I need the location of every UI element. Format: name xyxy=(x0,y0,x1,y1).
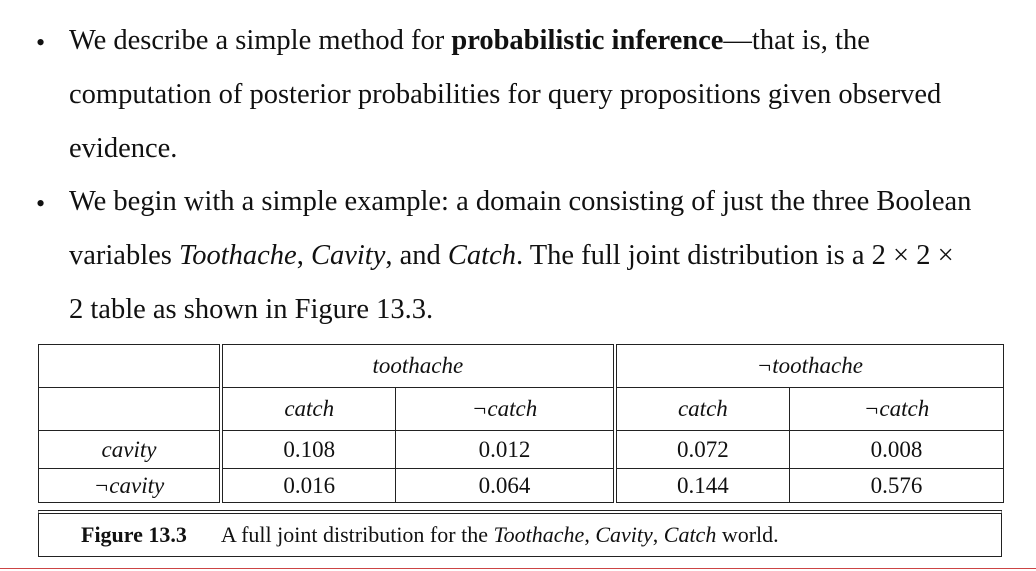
sub-header-cell: catch xyxy=(615,388,790,431)
table-cell: 0.576 xyxy=(790,469,1004,503)
table-cell: 0.144 xyxy=(615,469,790,503)
sub-header-cell: ¬catch xyxy=(396,388,615,431)
bullet-paragraph-1 xyxy=(69,14,1029,176)
bullet-1-line-2: computation of posterior probabilities for query propositions given observed xyxy=(69,79,942,110)
bullet-2-line-3: 2 table as shown in Figure 13.3. xyxy=(69,294,434,325)
bold-term: probabilistic inference xyxy=(451,25,724,56)
sub-header-cell: catch xyxy=(221,388,396,431)
bullet-2-line-2: variables Toothache, Cavity, and Catch. The full joint distribution is a 2 × 2 × xyxy=(69,240,954,271)
caption-text: A full joint distribution for the Toothache, Cavity, Catch world. xyxy=(220,522,779,547)
figure-label: Figure 13.3 xyxy=(81,522,187,547)
joint-distribution-table xyxy=(38,344,1004,503)
bullet-1-line-3: evidence. xyxy=(69,133,178,164)
page-edge-divider xyxy=(0,568,1036,569)
sub-header-cell: ¬catch xyxy=(790,388,1004,431)
table-corner-cell xyxy=(39,388,222,431)
table-cell: 0.008 xyxy=(790,431,1004,469)
bullet-marker: • xyxy=(36,189,46,218)
col-group-not-toothache: ¬toothache xyxy=(615,345,1004,388)
table-group-header-row xyxy=(39,345,1004,388)
bullet-2-line-1: We begin with a simple example: a domain consisting of just the three Boolean xyxy=(69,186,972,217)
col-group-toothache: toothache xyxy=(221,345,615,388)
table-row xyxy=(39,469,1004,503)
table-cell: 0.064 xyxy=(396,469,615,503)
table-cell: 0.016 xyxy=(221,469,396,503)
table-cell: 0.072 xyxy=(615,431,790,469)
row-label: ¬cavity xyxy=(39,469,222,503)
bullet-1-line-1: We describe a simple method for probabilistic inference—that is, the xyxy=(69,25,870,56)
bullet-paragraph-2 xyxy=(69,175,1029,337)
table-row xyxy=(39,431,1004,469)
figure-caption xyxy=(38,510,1002,557)
bullet-marker: • xyxy=(36,28,46,57)
table-cell: 0.108 xyxy=(221,431,396,469)
table-sub-header-row xyxy=(39,388,1004,431)
table-cell: 0.012 xyxy=(396,431,615,469)
row-label: cavity xyxy=(39,431,222,469)
table-corner-cell xyxy=(39,345,222,388)
